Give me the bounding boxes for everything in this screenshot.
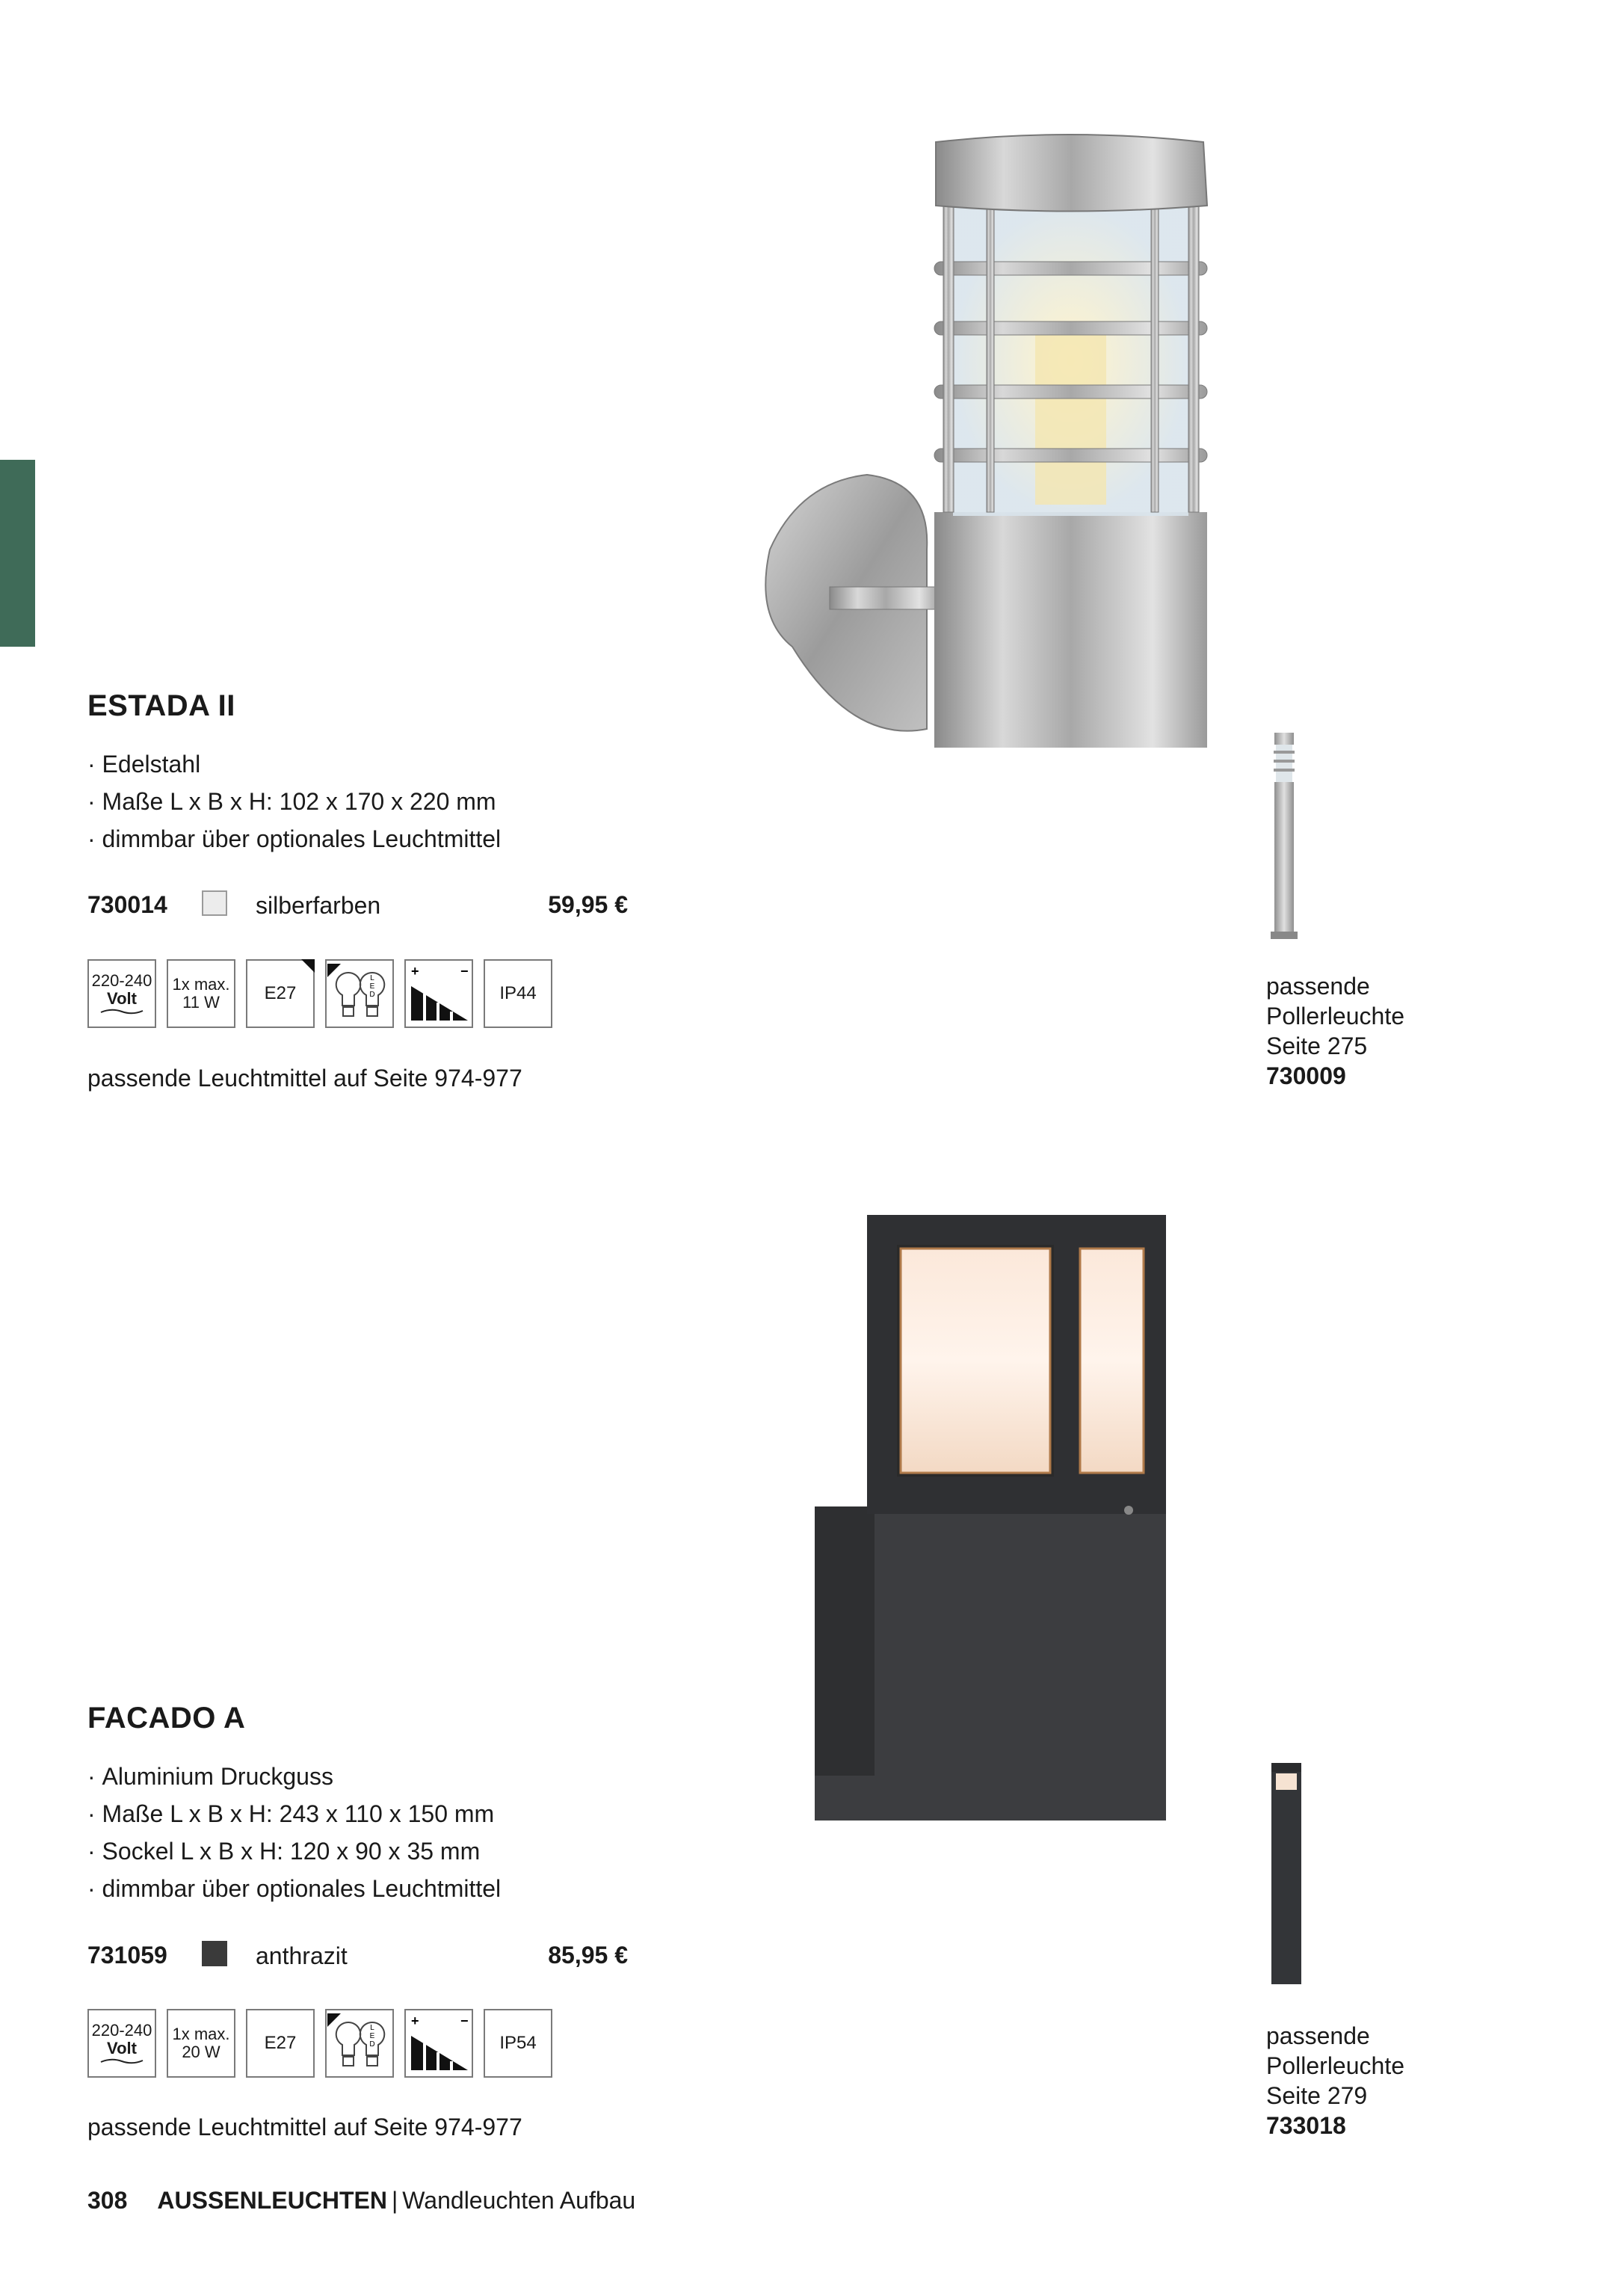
feature-item: · Edelstahl [87, 745, 501, 783]
related-page: Seite 275 [1266, 1032, 1368, 1059]
wave-icon [99, 1008, 144, 1015]
wattage-value: 11 W [182, 993, 220, 1012]
ip-rating-icon [484, 959, 552, 1028]
section-title: AUSSENLEUCHTEN [157, 2187, 387, 2214]
bulb-count: 1x max. [172, 2025, 230, 2043]
bollard-thumbnail [1267, 1763, 1306, 1987]
ip-value: IP54 [499, 2033, 537, 2053]
related-label: passende [1266, 973, 1370, 1000]
related-label: passende [1266, 2022, 1370, 2049]
dimmable-icon [404, 2009, 473, 2078]
voltage-unit: Volt [107, 2039, 137, 2058]
svg-text:+: + [411, 964, 419, 979]
color-swatch [202, 1941, 227, 1966]
svg-text:+: + [411, 2013, 419, 2028]
wattage-value: 20 W [182, 2043, 220, 2061]
socket-value: E27 [264, 983, 297, 1003]
footer-separator: | [391, 2187, 398, 2214]
feature-item: · Maße L x B x H: 102 x 170 x 220 mm [87, 783, 501, 820]
svg-text:D: D [369, 991, 375, 999]
voltage-icon [87, 2009, 156, 2078]
related-type: Pollerleuchte [1266, 2052, 1404, 2079]
svg-text:−: − [460, 964, 469, 979]
color-name: silberfarben [256, 892, 381, 919]
feature-item: · Aluminium Druckguss [87, 1758, 501, 1795]
dimmable-icon [404, 959, 473, 1028]
price: 59,95 € [548, 891, 628, 918]
product-title: ESTADA II [87, 689, 235, 722]
svg-text:D: D [369, 2040, 375, 2049]
related-bollard-info [1266, 2021, 1404, 2140]
svg-text:−: − [460, 2013, 469, 2028]
voltage-unit: Volt [107, 989, 137, 1008]
article-number: 731059 [87, 1942, 167, 1969]
svg-text:L: L [370, 2024, 374, 2032]
subsection-title: Wandleuchten Aufbau [402, 2187, 636, 2214]
voltage-icon [87, 959, 156, 1028]
related-sku: 733018 [1266, 2112, 1346, 2139]
estada-ii-product-image [747, 131, 1226, 748]
bulb-count: 1x max. [172, 975, 230, 994]
bulb-reference-note: passende Leuchtmittel auf Seite 974-977 [87, 2114, 522, 2140]
related-bollard-info [1266, 971, 1404, 1091]
feature-item: · dimmbar über optionales Leuchtmittel [87, 820, 501, 858]
socket-icon [246, 959, 315, 1028]
svg-text:E: E [369, 2032, 375, 2040]
color-swatch [202, 890, 227, 916]
svg-text:E: E [369, 982, 375, 991]
feature-item: · dimmbar über optionales Leuchtmittel [87, 1870, 501, 1907]
page-footer [87, 2187, 635, 2215]
price: 85,95 € [548, 1942, 628, 1969]
corner-mark-icon [301, 959, 315, 973]
bollard-thumbnail [1262, 733, 1307, 942]
related-sku: 730009 [1266, 1062, 1346, 1089]
svg-text:L: L [370, 974, 374, 982]
ip-value: IP44 [499, 983, 537, 1003]
feature-item: · Sockel L x B x H: 120 x 90 x 35 mm [87, 1832, 501, 1870]
feature-list [87, 1758, 501, 1907]
feature-item: · Maße L x B x H: 243 x 110 x 150 mm [87, 1795, 501, 1832]
color-name: anthrazit [256, 1942, 348, 1969]
voltage-value: 220-240 [91, 2021, 152, 2040]
article-number: 730014 [87, 891, 167, 918]
wattage-icon [167, 959, 235, 1028]
chapter-color-tab [0, 460, 35, 647]
feature-list [87, 745, 501, 858]
related-page: Seite 279 [1266, 2082, 1368, 2109]
socket-value: E27 [264, 2033, 297, 2053]
page-number: 308 [87, 2187, 128, 2214]
wave-icon [99, 2058, 144, 2065]
wattage-icon [167, 2009, 235, 2078]
socket-icon [246, 2009, 315, 2078]
ip-rating-icon [484, 2009, 552, 2078]
bulb-led-icon [325, 959, 394, 1028]
bulb-reference-note: passende Leuchtmittel auf Seite 974-977 [87, 1065, 522, 1092]
product-title: FACADO A [87, 1702, 246, 1735]
related-type: Pollerleuchte [1266, 1003, 1404, 1029]
voltage-value: 220-240 [91, 971, 152, 990]
bulb-led-icon [325, 2009, 394, 2078]
facado-a-product-image [811, 1207, 1207, 1828]
